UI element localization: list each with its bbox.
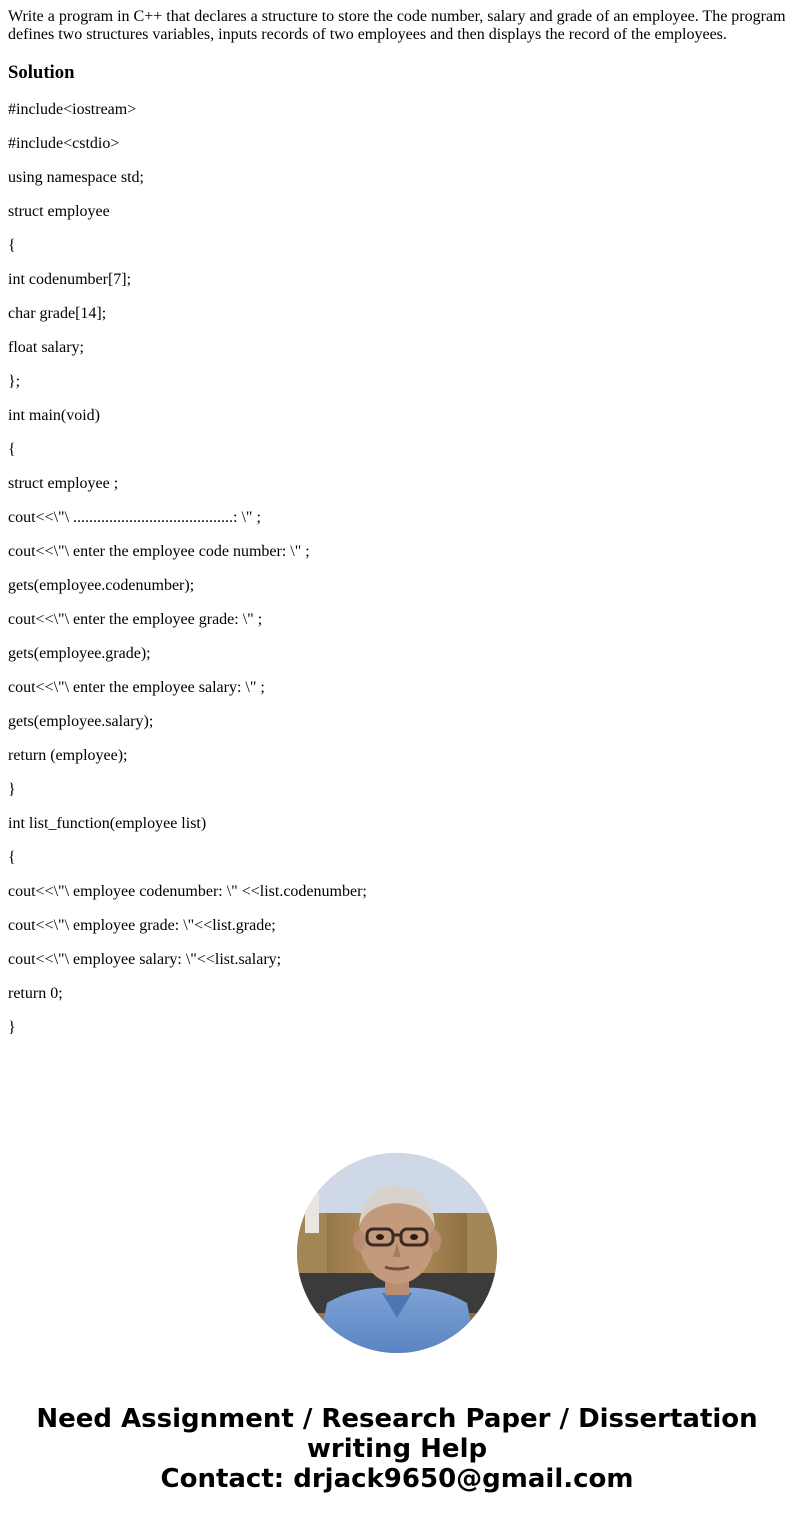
code-line: struct employee [8,203,110,220]
solution-heading: Solution [8,62,75,83]
question-text: Write a program in C++ that declares a structure to store the code number, salary and grade of an employee. The program defines two structures variables, inputs records of two employees and then displays the record of the employees. [8,8,786,43]
author-photo-illustration [297,1153,497,1353]
code-line: cout<<\"\ enter the employee code number: \" ; [8,543,310,560]
contact-line: Contact: drjack9650@gmail.com [160,1464,634,1494]
code-line: cout<<\"\ enter the employee grade: \" ; [8,611,263,628]
code-line: gets(employee.salary); [8,713,154,730]
code-line: float salary; [8,339,84,356]
code-line: cout<<\"\ enter the employee salary: \" ; [8,679,265,696]
code-line: cout<<\"\ ........................................: \" ; [8,509,261,526]
code-line: }; [8,373,21,390]
promo-line: writing Help [306,1434,488,1464]
code-line: { [8,849,16,866]
promo-line: Need Assignment / Research Paper / Dissertation [36,1404,758,1434]
author-photo [297,1153,497,1353]
code-line: cout<<\"\ employee salary: \"<<list.salary; [8,951,282,968]
code-line: #include<cstdio> [8,135,120,152]
code-line: struct employee ; [8,475,119,492]
code-line: } [8,1019,16,1036]
code-line: char grade[14]; [8,305,107,322]
code-line: { [8,237,16,254]
code-line: int codenumber[7]; [8,271,132,288]
code-line: } [8,781,16,798]
code-line: return 0; [8,985,63,1002]
promo-banner [0,1404,794,1494]
code-line: int main(void) [8,407,100,424]
code-line: gets(employee.grade); [8,645,151,662]
code-line: using namespace std; [8,169,144,186]
code-line: return (employee); [8,747,128,764]
code-line: cout<<\"\ employee grade: \"<<list.grade; [8,917,276,934]
code-line: { [8,441,16,458]
code-line: gets(employee.codenumber); [8,577,195,594]
code-listing [8,101,367,1053]
code-line: cout<<\"\ employee codenumber: \" <<list.codenumber; [8,883,367,900]
code-line: int list_function(employee list) [8,815,207,832]
code-line: #include<iostream> [8,101,137,118]
